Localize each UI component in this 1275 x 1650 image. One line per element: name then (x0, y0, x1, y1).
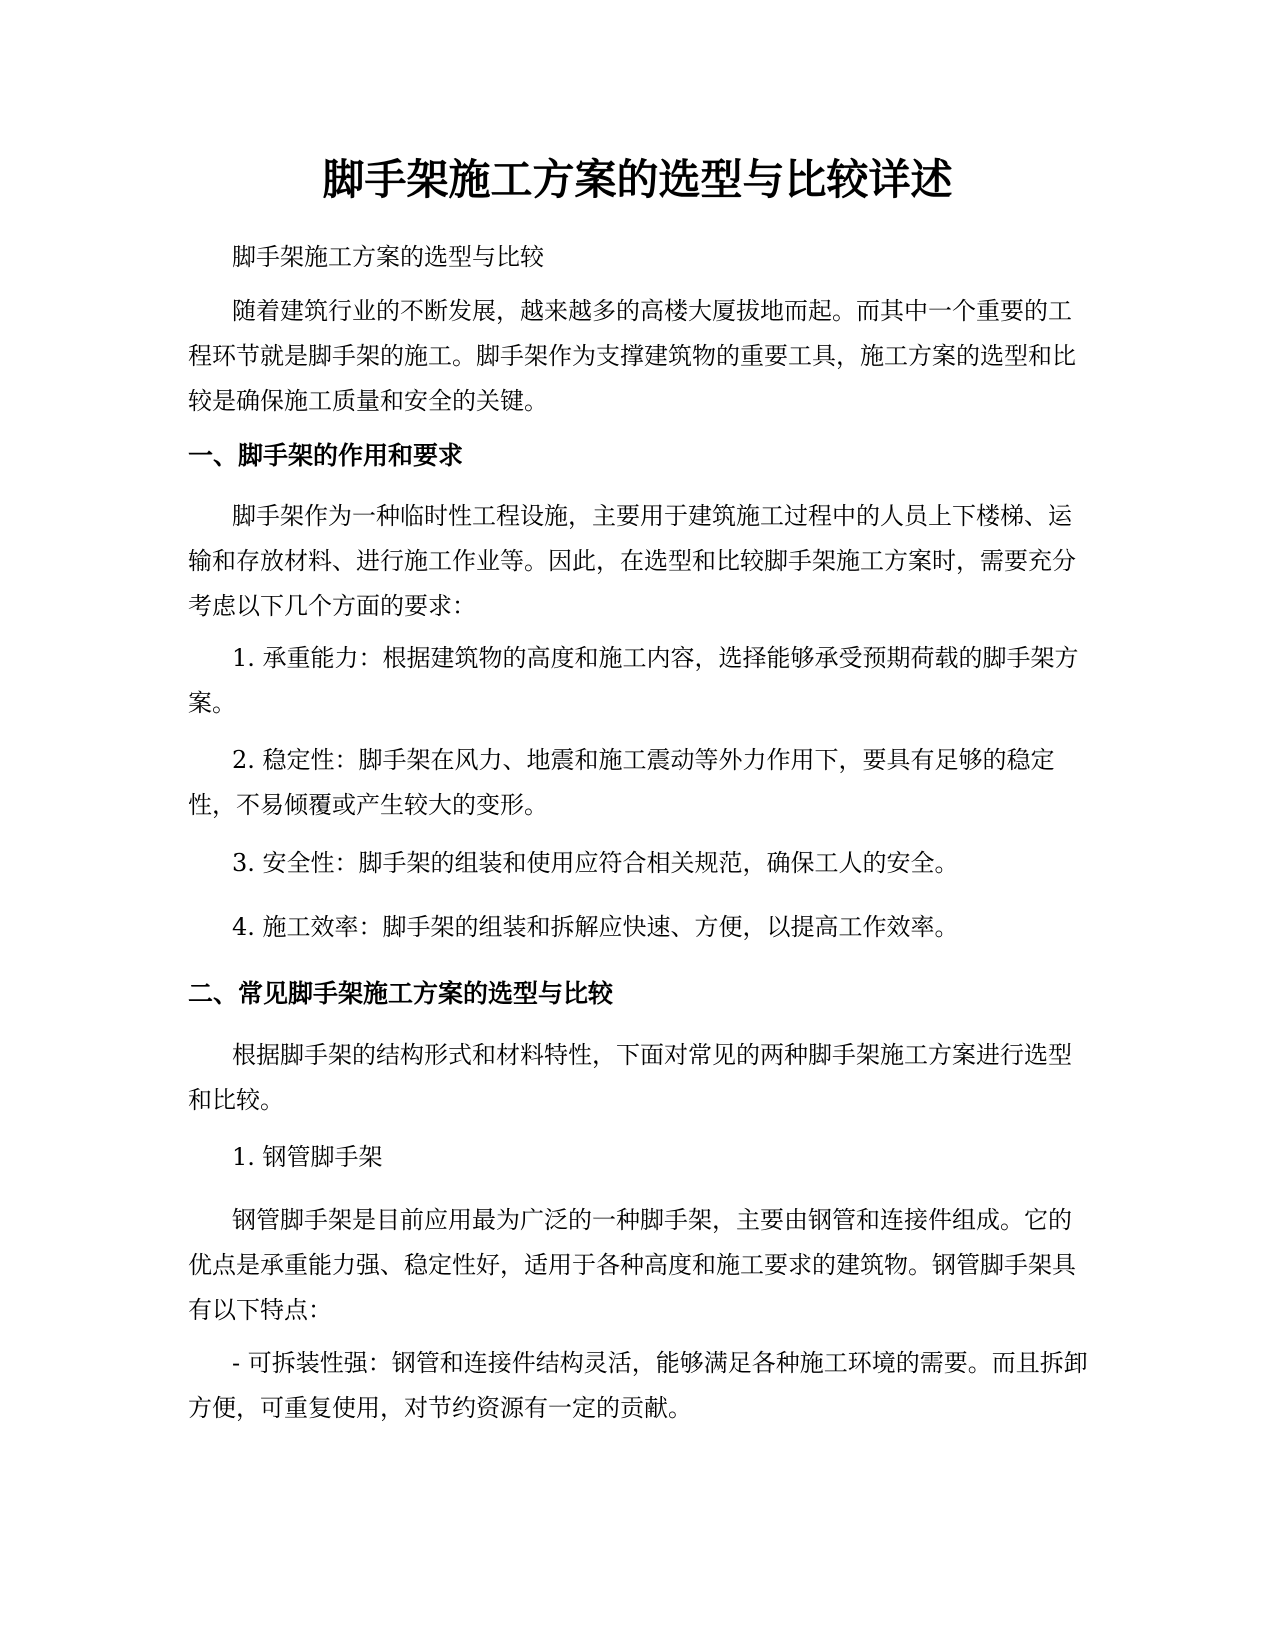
requirement-item-3: 3. 安全性：脚手架的组装和使用应符合相关规范，确保工人的安全。 (232, 849, 959, 877)
steel-pipe-scaffold-paragraph: 钢管脚手架是目前应用最为广泛的一种脚手架，主要由钢管和连接件组成。它的优点是承重能力强、稳定性好，适用于各种高度和施工要求的建筑物。钢管脚手架具有以下特点： (188, 1206, 1076, 1324)
section2-heading: 二、常见脚手架施工方案的选型与比较 (188, 979, 614, 1008)
steel-pipe-feature-1: - 可拆装性强：钢管和连接件结构灵活，能够满足各种施工环境的需要。而且拆卸方便，可重复使用，对节约资源有一定的贡献。 (188, 1349, 1088, 1422)
requirement-item-1: 1. 承重能力：根据建筑物的高度和施工内容，选择能够承受预期荷载的脚手架方案。 (188, 644, 1079, 717)
section1-heading: 一、脚手架的作用和要求 (188, 441, 464, 470)
intro-paragraph: 随着建筑行业的不断发展，越来越多的高楼大厦拔地而起。而其中一个重要的工程环节就是脚手架的施工。脚手架作为支撑建筑物的重要工具，施工方案的选型和比较是确保施工质量和安全的关键。 (188, 297, 1076, 415)
document-subtitle: 脚手架施工方案的选型与比较 (232, 243, 544, 271)
document-title: 脚手架施工方案的选型与比较详述 (322, 155, 953, 204)
steel-pipe-scaffold-title: 1. 钢管脚手架 (232, 1143, 383, 1171)
section1-intro-paragraph: 脚手架作为一种临时性工程设施，主要用于建筑施工过程中的人员上下楼梯、运输和存放材料、进行施工作业等。因此，在选型和比较脚手架施工方案时，需要充分考虑以下几个方面的要求： (188, 502, 1076, 620)
requirement-item-4: 4. 施工效率：脚手架的组装和拆解应快速、方便，以提高工作效率。 (232, 913, 959, 941)
requirement-item-2: 2. 稳定性：脚手架在风力、地震和施工震动等外力作用下，要具有足够的稳定性，不易倾覆或产生较大的变形。 (188, 746, 1055, 819)
section2-intro-paragraph: 根据脚手架的结构形式和材料特性，下面对常见的两种脚手架施工方案进行选型和比较。 (188, 1041, 1072, 1114)
